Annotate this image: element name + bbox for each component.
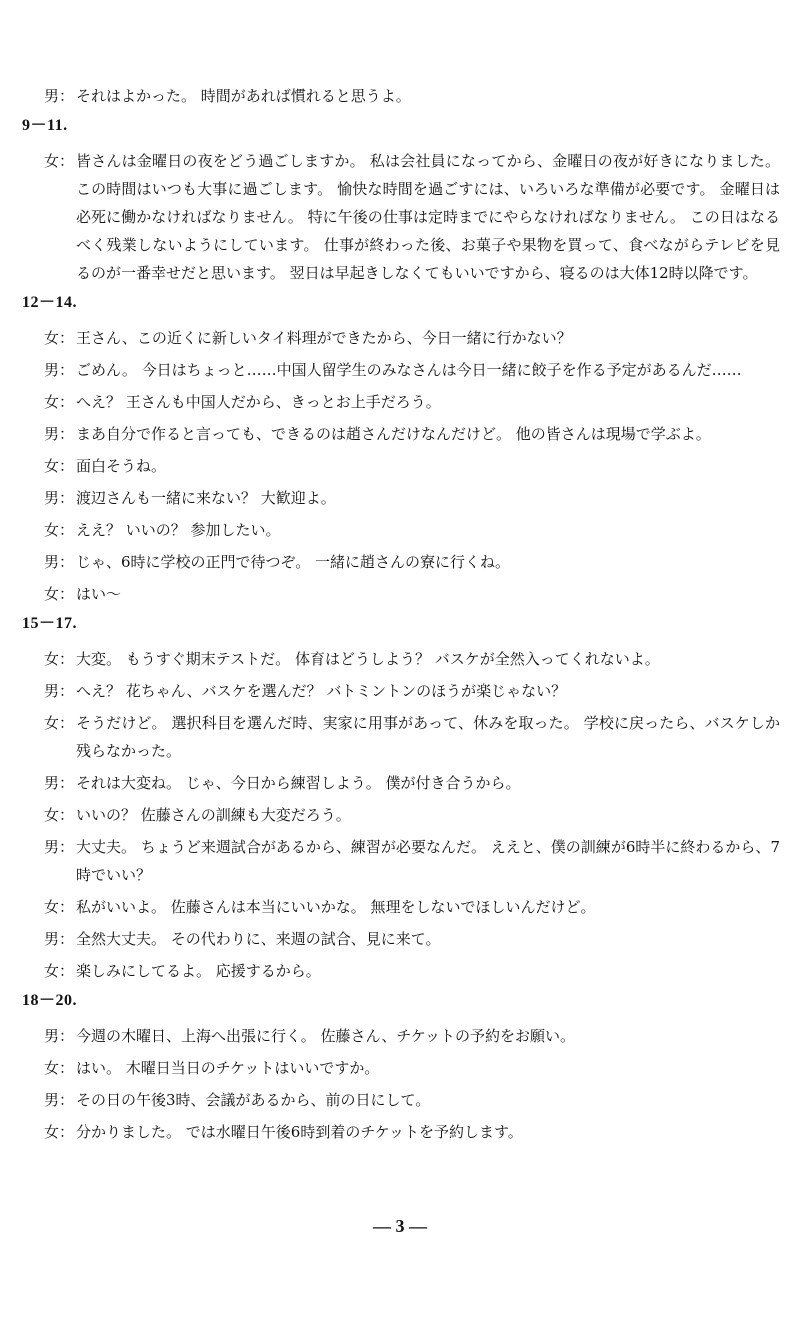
question-range-heading: 15－17. bbox=[22, 615, 78, 632]
utterance-text: はい～ bbox=[76, 585, 122, 603]
utterance-text: 分かりました。 では水曜日午後6時到着のチケットを予約します。 bbox=[76, 1123, 523, 1141]
dialogue-line bbox=[22, 82, 780, 110]
speaker-label: 男： bbox=[43, 1091, 74, 1109]
dialogue-section bbox=[22, 293, 780, 608]
dialogue-line bbox=[22, 957, 780, 985]
utterance-text: そうだけど。 選択科目を選んだ時、実家に用事があって、休みを取った。 学校に戻ったら、バスケしか残らなかった。 bbox=[76, 714, 780, 760]
dialogue-line bbox=[22, 388, 780, 416]
dialogue-line bbox=[22, 324, 780, 352]
speaker-label: 男： bbox=[43, 930, 74, 948]
dialogue-line bbox=[22, 484, 780, 512]
utterance-text: ごめん。 今日はちょっと……中国人留学生のみなさんは今日一緒に餃子を作る予定があるんだ…… bbox=[76, 361, 742, 379]
dialogue-line bbox=[22, 420, 780, 448]
dialogue-line bbox=[22, 1054, 780, 1082]
speaker-label: 女： bbox=[43, 329, 74, 347]
dialogue-line bbox=[22, 548, 780, 576]
speaker-label: 女： bbox=[43, 714, 74, 732]
speaker-label: 男： bbox=[43, 87, 74, 105]
utterance-text: いいの？ 佐藤さんの訓練も大変だろう。 bbox=[76, 806, 351, 824]
dialogue-line bbox=[22, 769, 780, 797]
utterance-text: まあ自分で作ると言っても、できるのは趙さんだけなんだけど。 他の皆さんは現場で学ぶよ。 bbox=[76, 425, 711, 443]
utterance-text: 大丈夫。 ちょうど来週試合があるから、練習が必要なんだ。 ええと、僕の訓練が6時半に終わるから、7時でいい？ bbox=[76, 838, 780, 884]
utterance-text: へえ？ 花ちゃん、バスケを選んだ？ バトミントンのほうが楽じゃない？ bbox=[76, 682, 567, 700]
speaker-label: 女： bbox=[43, 521, 74, 539]
utterance-text: それはよかった。 時間があれば慣れると思うよ。 bbox=[76, 87, 411, 105]
utterance-text: 今週の木曜日、上海へ出張に行く。 佐藤さん、チケットの予約をお願い。 bbox=[76, 1027, 576, 1045]
dialogue-line bbox=[22, 580, 780, 608]
dialogue-line bbox=[22, 709, 780, 765]
dialogue-line bbox=[22, 833, 780, 889]
utterance-text: ええ？ いいの？ 参加したい。 bbox=[76, 521, 281, 539]
utterance-text: 王さん、この近くに新しいタイ料理ができたから、今日一緒に行かない？ bbox=[76, 329, 572, 347]
speaker-label: 女： bbox=[43, 585, 74, 603]
dialogue-line bbox=[22, 677, 780, 705]
dialogue-line bbox=[22, 925, 780, 953]
speaker-label: 女： bbox=[43, 1123, 74, 1141]
page-number: — 3 — bbox=[373, 1216, 427, 1236]
speaker-label: 女： bbox=[43, 393, 74, 411]
utterance-text: 全然大丈夫。 その代わりに、来週の試合、見に来て。 bbox=[76, 930, 441, 948]
dialogue-section bbox=[22, 116, 780, 287]
dialogue-line bbox=[22, 1022, 780, 1050]
dialogue-section bbox=[22, 614, 780, 985]
speaker-label: 女： bbox=[43, 962, 74, 980]
dialogue-line bbox=[22, 356, 780, 384]
utterance-text: その日の午後3時、会議があるから、前の日にして。 bbox=[76, 1091, 431, 1109]
speaker-label: 女： bbox=[43, 898, 74, 916]
dialogue-line bbox=[22, 801, 780, 829]
dialogue-line bbox=[22, 1086, 780, 1114]
question-range-heading: 9－11. bbox=[22, 117, 68, 134]
speaker-label: 女： bbox=[43, 457, 74, 475]
utterance-text: 楽しみにしてるよ。 応援するから。 bbox=[76, 962, 321, 980]
speaker-label: 男： bbox=[43, 553, 74, 571]
utterance-text: それは大変ね。 じゃ、今日から練習しよう。 僕が付き合うから。 bbox=[76, 774, 521, 792]
utterance-text: へえ？ 王さんも中国人だから、きっとお上手だろう。 bbox=[76, 393, 441, 411]
utterance-text: 渡辺さんも一緒に来ない？ 大歓迎よ。 bbox=[76, 489, 336, 507]
dialogue-line bbox=[22, 1118, 780, 1146]
dialogue-line bbox=[22, 893, 780, 921]
utterance-text: 皆さんは金曜日の夜をどう過ごしますか。 私は会社員になってから、金曜日の夜が好きになりました。 この時間はいつも大事に過ごします。 愉快な時間を過ごすには、いろいろな準備が必要です。 金曜日は必死に働かなければなりません。 特に午後の仕事は定時までにやらなければなりません。 この日はなるべく残業しないようにしています。 仕事が終わった後、お菓子や果物を買って、食べながらテレビを見るのが一番幸せだと思います。 翌日は早起きしなくてもいいですから、寝るのは大体12時以降です。 bbox=[76, 152, 780, 282]
speaker-label: 男： bbox=[43, 489, 74, 507]
utterance-text: じゃ、6時に学校の正門で待つぞ。 一緒に趙さんの寮に行くね。 bbox=[76, 553, 511, 571]
speaker-label: 男： bbox=[43, 425, 74, 443]
dialogue-line bbox=[22, 645, 780, 673]
speaker-label: 男： bbox=[43, 1027, 74, 1045]
speaker-label: 女： bbox=[43, 650, 74, 668]
utterance-text: 私がいいよ。 佐藤さんは本当にいいかな。 無理をしないでほしいんだけど。 bbox=[76, 898, 596, 916]
speaker-label: 女： bbox=[43, 1059, 74, 1077]
speaker-label: 男： bbox=[43, 682, 74, 700]
dialogue-line bbox=[22, 452, 780, 480]
speaker-label: 男： bbox=[43, 774, 74, 792]
dialogue-section bbox=[22, 991, 780, 1146]
utterance-text: 大変。 もうすぐ期末テストだ。 体育はどうしよう？ バスケが全然入ってくれないよ。 bbox=[76, 650, 660, 668]
utterance-text: はい。 木曜日当日のチケットはいいですか。 bbox=[76, 1059, 380, 1077]
speaker-label: 男： bbox=[43, 361, 74, 379]
dialogue-section bbox=[22, 82, 780, 110]
speaker-label: 男： bbox=[43, 838, 74, 856]
dialogue-line bbox=[22, 516, 780, 544]
question-range-heading: 12－14. bbox=[22, 294, 78, 311]
speaker-label: 女： bbox=[43, 806, 74, 824]
dialogue-content bbox=[22, 82, 780, 1146]
dialogue-line bbox=[22, 147, 780, 287]
utterance-text: 面白そうね。 bbox=[76, 457, 167, 475]
question-range-heading: 18－20. bbox=[22, 992, 78, 1009]
speaker-label: 女： bbox=[43, 152, 74, 170]
